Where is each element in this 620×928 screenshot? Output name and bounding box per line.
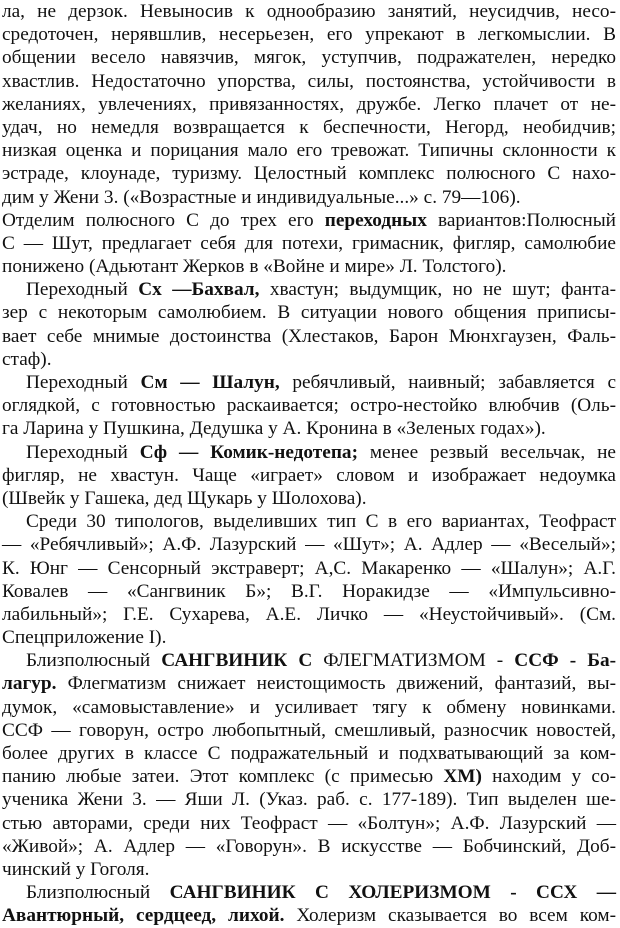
text-run: вариантов:Полюсный <box>426 209 617 231</box>
text-line <box>2 93 616 116</box>
text-run: Спецприложение I). <box>2 627 167 649</box>
text-run: ученика Жени 3. — Яши Л. (Указ. раб. с. 177-189). Тип выделен ше- <box>2 789 616 811</box>
text-run: ла, не дерзок. Невыносив к однообразию занятий, неусидчив, несо- <box>2 1 616 22</box>
bold-run: Сф — Комик-недотепа; <box>139 441 358 463</box>
text-line <box>2 417 616 440</box>
bold-run: Авантюрный, сердцеед, лихой. <box>2 905 285 927</box>
text-run: Ковалев — «Сангвиник Б»; В.Г. Норакидзе — «Импульсивно- <box>2 580 616 602</box>
text-run: Холеризм сказывается во всем ком- <box>284 905 616 927</box>
text-run: Отделим полюсного С до трех его <box>2 209 325 231</box>
text-run: дим у Жени 3. («Возрастные и индивидуальные...» с. 79—106). <box>2 186 521 208</box>
bold-run: См — Шалун, <box>140 372 280 393</box>
text-line <box>2 278 616 301</box>
text-line <box>2 0 616 23</box>
text-line <box>2 765 616 788</box>
text-line <box>2 70 616 93</box>
text-run: средоточен, нерявшлив, несерьезен, его упрекают в легкомыслии. В <box>2 24 616 46</box>
text-line <box>2 696 616 719</box>
text-run: панию любые затеи. Этот комплекс (с примесью <box>2 766 444 788</box>
text-line <box>2 255 616 278</box>
text-line <box>2 858 616 881</box>
text-line <box>2 209 616 232</box>
text-line <box>2 348 616 371</box>
text-run: хвастлив. Недостаточно упорства, силы, постоянства, устойчивости в <box>2 70 616 92</box>
text-run: стью авторами, среди них Теофраст — «Болтун»; А.Ф. Лазурский — <box>2 812 616 834</box>
text-run: вает себе мнимые достоинства (Хлестаков, Барон Мюнхгаузен, Фаль- <box>2 325 616 347</box>
text-line <box>2 533 616 556</box>
text-line <box>2 23 616 46</box>
text-run: ССФ — говорун, остро любопытный, смешливый, разносчик новостей, <box>2 719 616 741</box>
text-run: ребячливый, наивный; забавляется с <box>279 372 616 393</box>
text-line <box>2 904 616 927</box>
text-run: находим у со- <box>481 766 617 788</box>
bold-run: САНГВИНИК С ХОЛЕРИЗМОМ - ССХ — <box>169 882 616 904</box>
bold-run: лагур. <box>2 673 57 695</box>
text-run: Среди 30 типологов, выделивших тип С в его вариантах, Теофраст <box>26 511 616 533</box>
text-line <box>2 649 616 672</box>
text-line <box>2 487 616 510</box>
text-line <box>2 719 616 742</box>
text-run: Близполюсный <box>26 882 170 904</box>
text-run: — «Ребячливый»; А.Ф. Лазурский — «Шут»; А. Адлер — «Веселый»; <box>2 534 616 556</box>
text-run: хвастун; выдумщик, но не шут; фанта- <box>259 279 616 301</box>
text-run: стаф). <box>2 348 52 370</box>
text-run: С — Шут, предлагает себя для потехи, гримасник, фигляр, самолюбие <box>2 232 616 254</box>
text-line <box>2 672 616 695</box>
text-run: менее резвый весельчак, не <box>358 441 616 463</box>
text-run: понижено (Адьютант Жерков в «Войне и мире» Л. Толстого). <box>2 256 507 278</box>
text-line <box>2 881 616 904</box>
text-line <box>2 742 616 765</box>
text-line <box>2 162 616 185</box>
text-run: К. Юнг — Сенсорный экстраверт; А,С. Макаренко — «Шалун»; А.Г. <box>2 557 616 579</box>
text-run: лабильный»; Г.Е. Сухарева, А.Е. Личко — «Неустойчивый». (См. <box>2 603 616 625</box>
text-run: низкая оценка и порицания мало его тревожат. Типичны склонности к <box>2 140 616 162</box>
text-run: эстраде, клоунаде, туризму. Целостный комплекс полюсного С нахо- <box>2 163 616 185</box>
text-line <box>2 626 616 649</box>
text-run: ФЛЕГМАТИЗМОМ - <box>312 650 515 672</box>
text-line <box>2 325 616 348</box>
text-line <box>2 186 616 209</box>
text-line <box>2 139 616 162</box>
text-run: фигляр, не хвастун. Чаще «играет» словом и изображает недоумка <box>2 464 616 486</box>
text-run: Переходный <box>26 372 141 393</box>
bold-run: САНГВИНИК С <box>161 650 313 672</box>
text-run: га Ларина у Пушкина, Дедушка у А. Кронина в «Зеленых годах»). <box>2 418 546 440</box>
text-line <box>2 46 616 69</box>
text-run: оглядкой, с готовностью раскаивается; остро-нестойко влюбчив (Оль- <box>2 395 616 417</box>
text-run: Близполюсный <box>26 650 162 672</box>
text-run: зер с некоторым самолюбием. В ситуации нового общения приписы- <box>2 302 616 324</box>
text-line <box>2 464 616 487</box>
text-run: (Швейк у Гашека, дед Щукарь у Шолохова). <box>2 487 367 509</box>
text-run: Переходный <box>26 279 139 301</box>
text-run: общении весело навязчив, мягок, уступчив, подражателен, нередко <box>2 47 616 69</box>
text-run: Переходный <box>26 441 140 463</box>
text-run: думок, «самовыставление» и усиливает тягу к обмену новинками. <box>2 696 616 718</box>
text-line <box>2 371 616 394</box>
text-line <box>2 510 616 533</box>
text-run: Флегматизм снижает неистощимость движений, фантазий, вы- <box>56 673 616 695</box>
text-run: «Живой»; А. Адлер — «Говорун». В искусстве — Бобчинский, Доб- <box>2 835 616 857</box>
text-run: более других в классе С подражательный и подхватывающий за ком- <box>2 743 616 764</box>
text-line <box>2 301 616 324</box>
text-line <box>2 835 616 858</box>
text-line <box>2 557 616 580</box>
bold-run: ССФ - Ба- <box>514 650 617 672</box>
bold-run: переходных <box>324 209 427 231</box>
text-line <box>2 580 616 603</box>
text-line <box>2 116 616 139</box>
text-line <box>2 441 616 464</box>
text-line <box>2 788 616 811</box>
bold-run: Сх —Бахвал, <box>138 279 260 301</box>
text-line <box>2 812 616 835</box>
text-run: удач, но немедля возвращается к беспечности, Негорд, необидчив; <box>2 116 616 138</box>
text-line <box>2 232 616 255</box>
text-run: чинский у Гоголя. <box>2 858 150 880</box>
text-line <box>2 603 616 626</box>
text-run: желаниях, увлечениях, привязанностях, дружбе. Легко плачет от не- <box>2 93 616 115</box>
text-line <box>2 394 616 417</box>
bold-run: ХМ) <box>443 766 482 788</box>
